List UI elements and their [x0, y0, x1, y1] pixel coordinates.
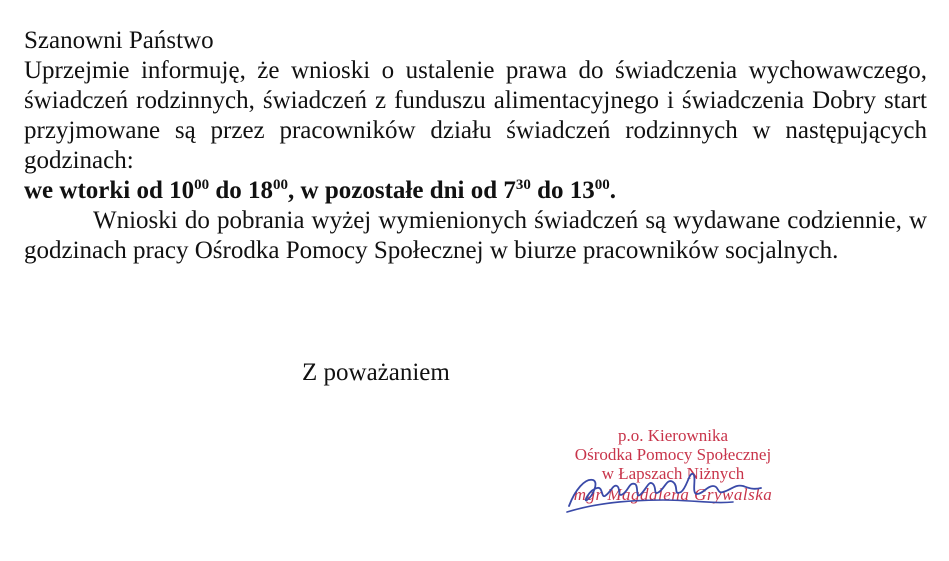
hours-text-5: .: [609, 177, 617, 204]
closing-regards: Z poważaniem: [302, 359, 450, 386]
office-hours: [24, 176, 927, 206]
hours-text-2: do 18: [209, 177, 274, 204]
hours-sup-4: 00: [594, 177, 610, 193]
paragraph-forms: Wnioski do pobrania wyżej wymienionych świadczeń są wydawane codziennie, w godzinach pracy Ośrodka Pomocy Społecznej w biurze pracowników socjalnych.: [24, 207, 927, 264]
hours-sup-2: 00: [273, 177, 289, 193]
hours-sup-3: 30: [515, 177, 531, 193]
stamp-title: p.o. Kierownika: [617, 426, 728, 445]
hours-sup-1: 00: [194, 177, 210, 193]
paragraph-info: Uprzejmie informuję, że wnioski o ustalenie prawa do świadczenia wychowawczego, świadczeń rodzinnych, świadczeń z funduszu alimentacyjnego i świadczenia Dobry start przyjmowane są przez pracowników działu świadczeń rodzinnych w następujących godzinach:: [24, 57, 927, 174]
hours-text-1: we wtorki od 10: [24, 177, 195, 204]
stamp-location: w Łapszach Niżnych: [601, 464, 745, 483]
handwritten-signature: [563, 460, 773, 520]
stamp-institution: Ośrodka Pomocy Społecznej: [574, 445, 772, 464]
hours-text-3: , w pozostałe dni od 7: [288, 177, 516, 204]
hours-text-4: do 13: [530, 177, 595, 204]
stamp-signatory-name: mgr Magdalena Grywalska: [573, 485, 773, 504]
salutation: Szanowni Państwo: [24, 27, 214, 54]
letter-body: [24, 26, 927, 266]
